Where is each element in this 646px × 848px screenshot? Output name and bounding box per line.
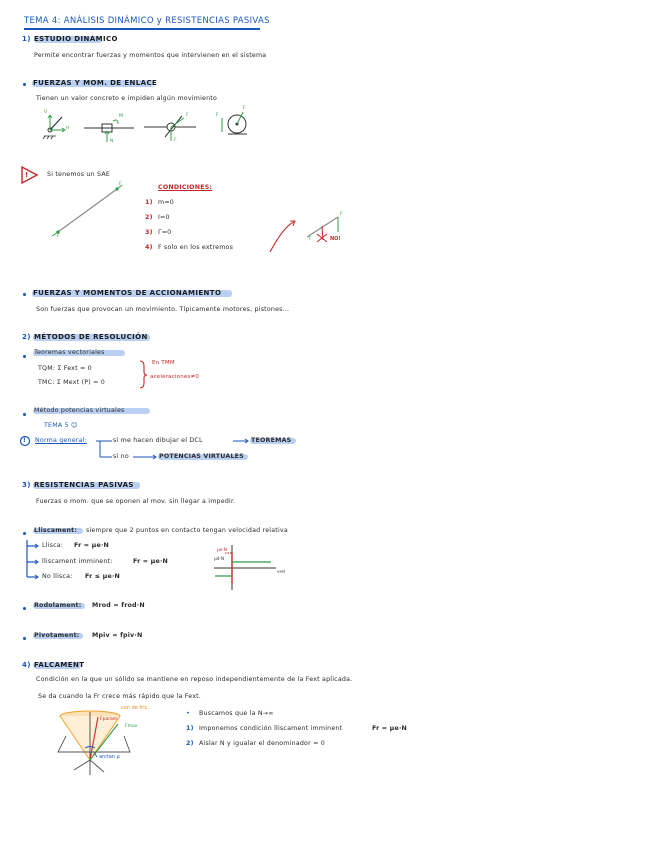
force-label: Fmax — [125, 724, 138, 729]
section-heading: ESTUDIO DINÁMICO — [34, 35, 118, 43]
equation: TMC: Σ Mext (P) = 0 — [38, 379, 105, 386]
rule-text: si no — [113, 453, 129, 460]
subsection-heading: Teoremas vectoriales — [34, 349, 105, 356]
condition-text: F solo en los extremos — [158, 244, 234, 251]
step-text: Aislar N y igualar el denominador = 0 — [199, 740, 325, 747]
case-equation: Fr = μe·N — [133, 558, 169, 565]
force-label: F — [186, 113, 189, 118]
condition-number: 2) — [145, 214, 153, 221]
body-text: Permite encontrar fuerzas y momentos que intervienen en el sistema — [34, 52, 267, 59]
force-label: F — [243, 106, 246, 111]
case-label: lliscament imminent: — [42, 558, 113, 565]
note-text: En TMM — [152, 360, 175, 366]
equation: TQM: Σ Fext = 0 — [38, 365, 92, 372]
section-heading: FUERZAS Y MOM. DE ENLACE — [33, 79, 158, 87]
force-label: F — [216, 113, 219, 118]
body-text: Son fuerzas que provocan un movimiento. Típicamente motores, pistones... — [36, 306, 290, 313]
section-number: 1) — [22, 35, 31, 43]
page-title: TEMA 4: ANÁLISIS DINÁMICO y RESISTENCIAS PASIVAS — [24, 16, 270, 26]
no-label: NO! — [330, 236, 341, 242]
case-equation: Fr ≤ μe·N — [85, 573, 121, 580]
rule-result: TEOREMAS — [251, 437, 292, 444]
condition-number: 4) — [145, 244, 153, 251]
equation: Mpiv = fpiv·N — [92, 632, 143, 639]
rule-result: POTENCIAS VIRTUALES — [159, 453, 244, 460]
condition-text: I=0 — [158, 214, 170, 221]
section-number: 4) — [22, 661, 31, 669]
cone-label: con de fric. — [121, 705, 149, 711]
section-heading: MÉTODOS DE RESOLUCIÓN — [34, 333, 148, 341]
case-label: No llisca: — [42, 573, 73, 580]
body-text: Se da cuando la Fr crece más rápido que la Fext. — [38, 693, 202, 700]
step-equation: Fr = μe·N — [372, 725, 408, 732]
step-text: Imponemos condición lliscament imminent — [199, 725, 343, 732]
force-label: N — [110, 139, 114, 144]
angle-label: arctan μ — [99, 754, 120, 760]
force-label: V — [44, 110, 48, 115]
force-label: F — [309, 237, 312, 242]
equation: Mrod = frod·N — [92, 602, 145, 609]
force-label: F — [340, 212, 343, 217]
condition-number: 1) — [145, 199, 153, 206]
conditions-title: CONDICIONES: — [158, 184, 213, 191]
section-number: 2) — [22, 333, 31, 341]
condition-text: m=0 — [158, 199, 175, 206]
step-number: • — [186, 710, 190, 717]
step-number: 1) — [186, 725, 194, 732]
rule-label: Norma general: — [35, 437, 87, 444]
subsection-heading: Lliscament: — [34, 527, 78, 534]
force-label: M — [119, 114, 124, 119]
force-label: F — [57, 234, 60, 239]
condition-text: Γ=0 — [158, 229, 172, 236]
warning-mark: ! — [23, 437, 26, 444]
graph-label: μd·N — [214, 557, 225, 562]
note-text: aceleraciones≠0 — [150, 374, 200, 380]
section-heading: RESISTENCIAS PASIVAS — [34, 481, 134, 489]
body-text: Condición en la que un sólido se mantiene en reposo independientemente de la Fext aplicada. — [36, 676, 353, 683]
body-text: Fuerzas o mom. que se oponen al mov. sin llegar a impedir. — [36, 498, 236, 505]
case-equation: Fr = μe·N — [74, 542, 110, 549]
body-text: Tienen un valor concreto e impiden algún movimiento — [36, 95, 217, 102]
rule-text: si me hacen dibujar el DCL — [113, 437, 203, 444]
step-text: Buscamos que la N→∞ — [199, 710, 274, 717]
subsection-heading: Rodolament: — [34, 602, 82, 609]
warning-mark: ! — [25, 171, 29, 179]
body-text: siempre que 2 puntos en contacto tengan velocidad relativa — [86, 527, 288, 534]
subsection-heading: Método potencias virtuales — [34, 407, 125, 414]
section-heading: FUERZAS Y MOMENTOS DE ACCIONAMIENTO — [33, 289, 222, 297]
condition-number: 3) — [145, 229, 153, 236]
subsection-heading: Pivotament: — [34, 632, 80, 639]
section-number: 3) — [22, 481, 31, 489]
note-text: TEMA 5 ☺ — [44, 422, 78, 429]
force-label: F — [174, 138, 177, 143]
force-label: Fparam — [100, 717, 118, 722]
graph-axis-label: vrel — [277, 570, 286, 575]
case-label: Llisca: — [42, 542, 64, 549]
graph-label: μe·N — [217, 548, 227, 553]
force-label: H — [66, 126, 70, 131]
section-heading: FALCAMENT — [34, 661, 85, 669]
force-label: F — [119, 182, 122, 187]
step-number: 2) — [186, 740, 194, 747]
body-text: Si tenemos un SAE — [47, 171, 111, 178]
